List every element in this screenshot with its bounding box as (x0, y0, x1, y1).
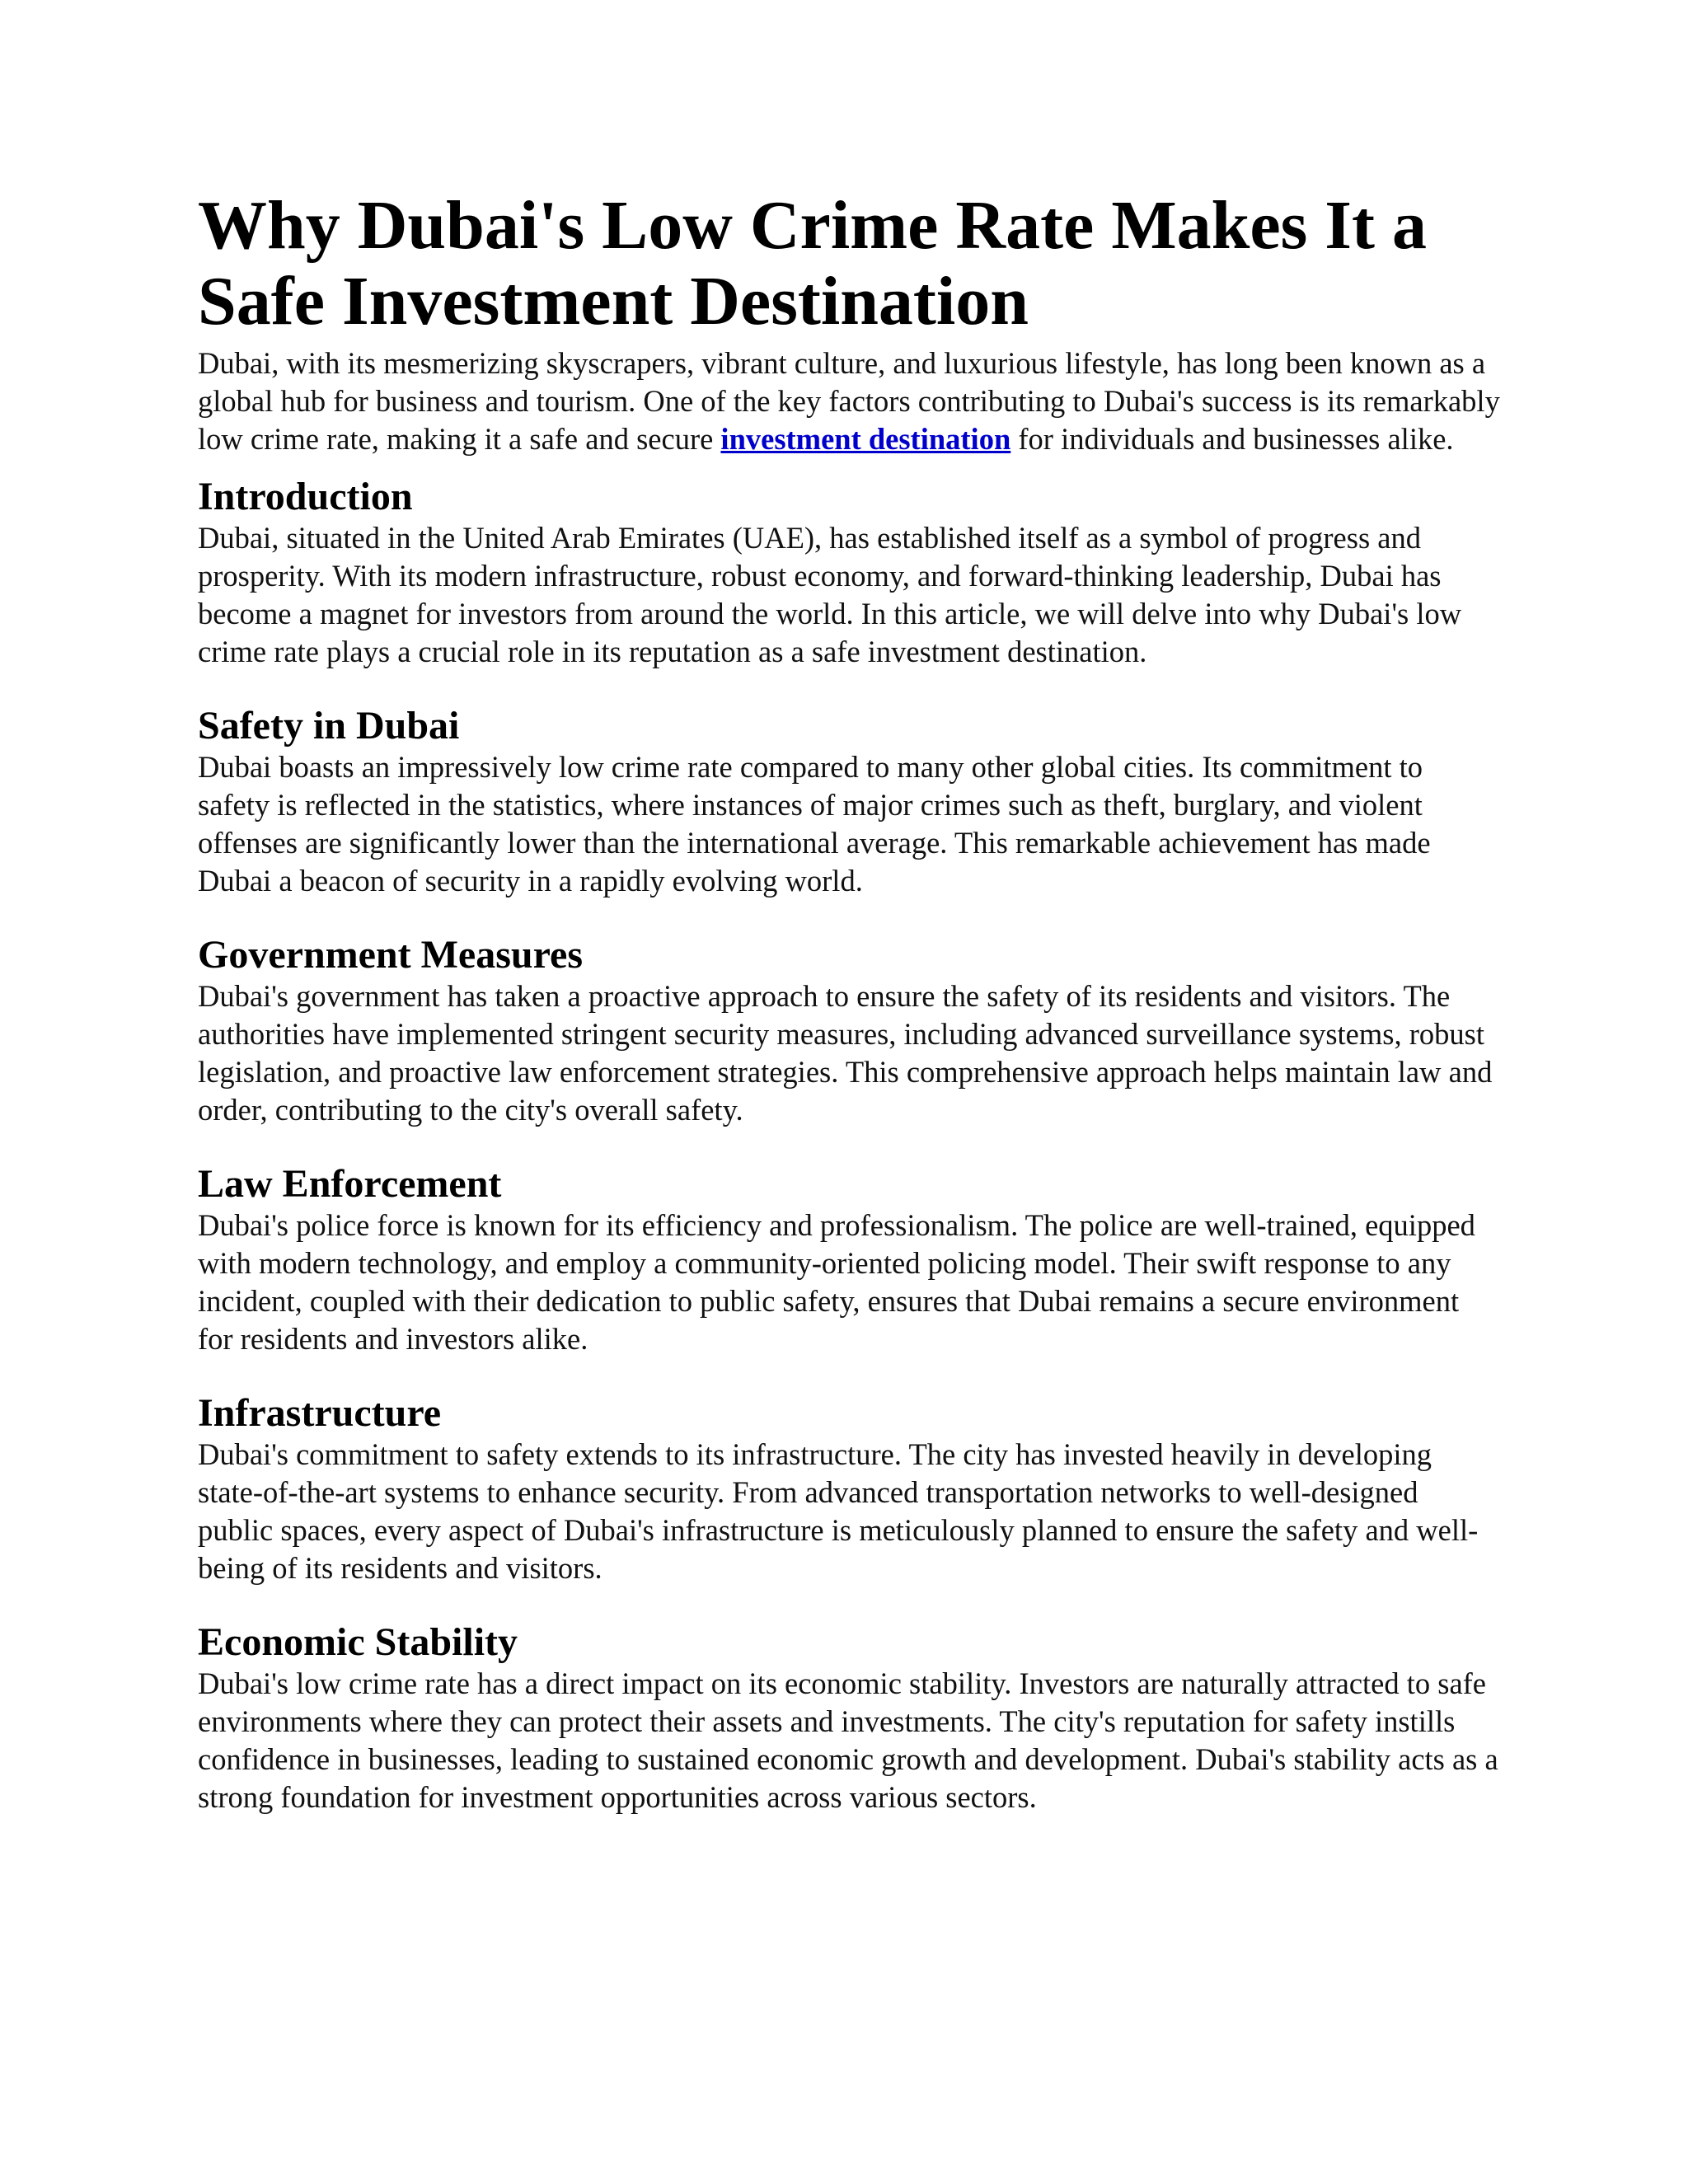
document-page (198, 188, 1500, 1816)
section-body-law-enforcement: Dubai's police force is known for its efficiency and professionalism. The police are well-trained, equipped with modern technology, and employ a community-oriented policing model. Their swift response to any incident, coupled with their dedication to public safety, ensures that Dubai remains a secure environment for residents and investors alike. (198, 1208, 1475, 1356)
section-heading-economic-stability: Economic Stability (198, 1620, 518, 1664)
section-economic-stability (198, 1620, 1500, 1816)
section-body-infrastructure: Dubai's commitment to safety extends to its infrastructure. The city has invested heavily in developing state-of-the-art systems to enhance security. From advanced transportation networks to well-designed public spaces, every aspect of Dubai's infrastructure is meticulously planned to ensure the safety and well-being of its residents and visitors. (198, 1437, 1479, 1585)
intro-text-before-link: Dubai, with its mesmerizing skyscrapers, vibrant culture, and luxurious lifestyle, has long been known as a global hub for business and tourism. One of the key factors contributing to Dubai's success is its remarkably low crime rate, making it a safe and secure (198, 346, 1500, 456)
section-heading-introduction: Introduction (198, 475, 413, 518)
section-body-introduction: Dubai, situated in the United Arab Emirates (UAE), has established itself as a symbol of progress and prosperity. With its modern infrastructure, robust economy, and forward-thinking leadership, Dubai has become a magnet for investors from around the world. In this article, we will delve into why Dubai's low crime rate plays a crucial role in its reputation as a safe investment destination. (198, 521, 1462, 668)
page-title: Why Dubai's Low Crime Rate Makes It a Safe Investment Destination (198, 187, 1427, 340)
section-introduction (198, 475, 1500, 671)
intro-paragraph (198, 344, 1500, 458)
section-body-government-measures: Dubai's government has taken a proactive approach to ensure the safety of its residents and visitors. The authorities have implemented stringent security measures, including advanced surveillance systems, robust legislation, and proactive law enforcement strategies. This comprehensive approach helps maintain law and order, contributing to the city's overall safety. (198, 979, 1493, 1127)
section-government-measures (198, 933, 1500, 1129)
section-law-enforcement (198, 1162, 1500, 1358)
section-infrastructure (198, 1391, 1500, 1587)
section-safety-in-dubai (198, 704, 1500, 900)
section-heading-infrastructure: Infrastructure (198, 1391, 442, 1435)
section-heading-government-measures: Government Measures (198, 933, 584, 977)
intro-text-after-link: for individuals and businesses alike. (1010, 422, 1454, 456)
section-body-safety-in-dubai: Dubai boasts an impressively low crime rate compared to many other global cities. Its commitment to safety is reflected in the statistics, where instances of major crimes such as theft, burglary, and violent offenses are significantly lower than the international average. This remarkable achievement has made Dubai a beacon of security in a rapidly evolving world. (198, 750, 1431, 898)
section-heading-safety-in-dubai: Safety in Dubai (198, 704, 460, 748)
section-heading-law-enforcement: Law Enforcement (198, 1162, 502, 1206)
section-body-economic-stability: Dubai's low crime rate has a direct impact on its economic stability. Investors are naturally attracted to safe environments where they can protect their assets and investments. The city's reputation for safety instills confidence in businesses, leading to sustained economic growth and development. Dubai's stability acts as a strong foundation for investment opportunities across various sectors. (198, 1666, 1498, 1814)
investment-destination-link[interactable]: investment destination (720, 422, 1011, 456)
